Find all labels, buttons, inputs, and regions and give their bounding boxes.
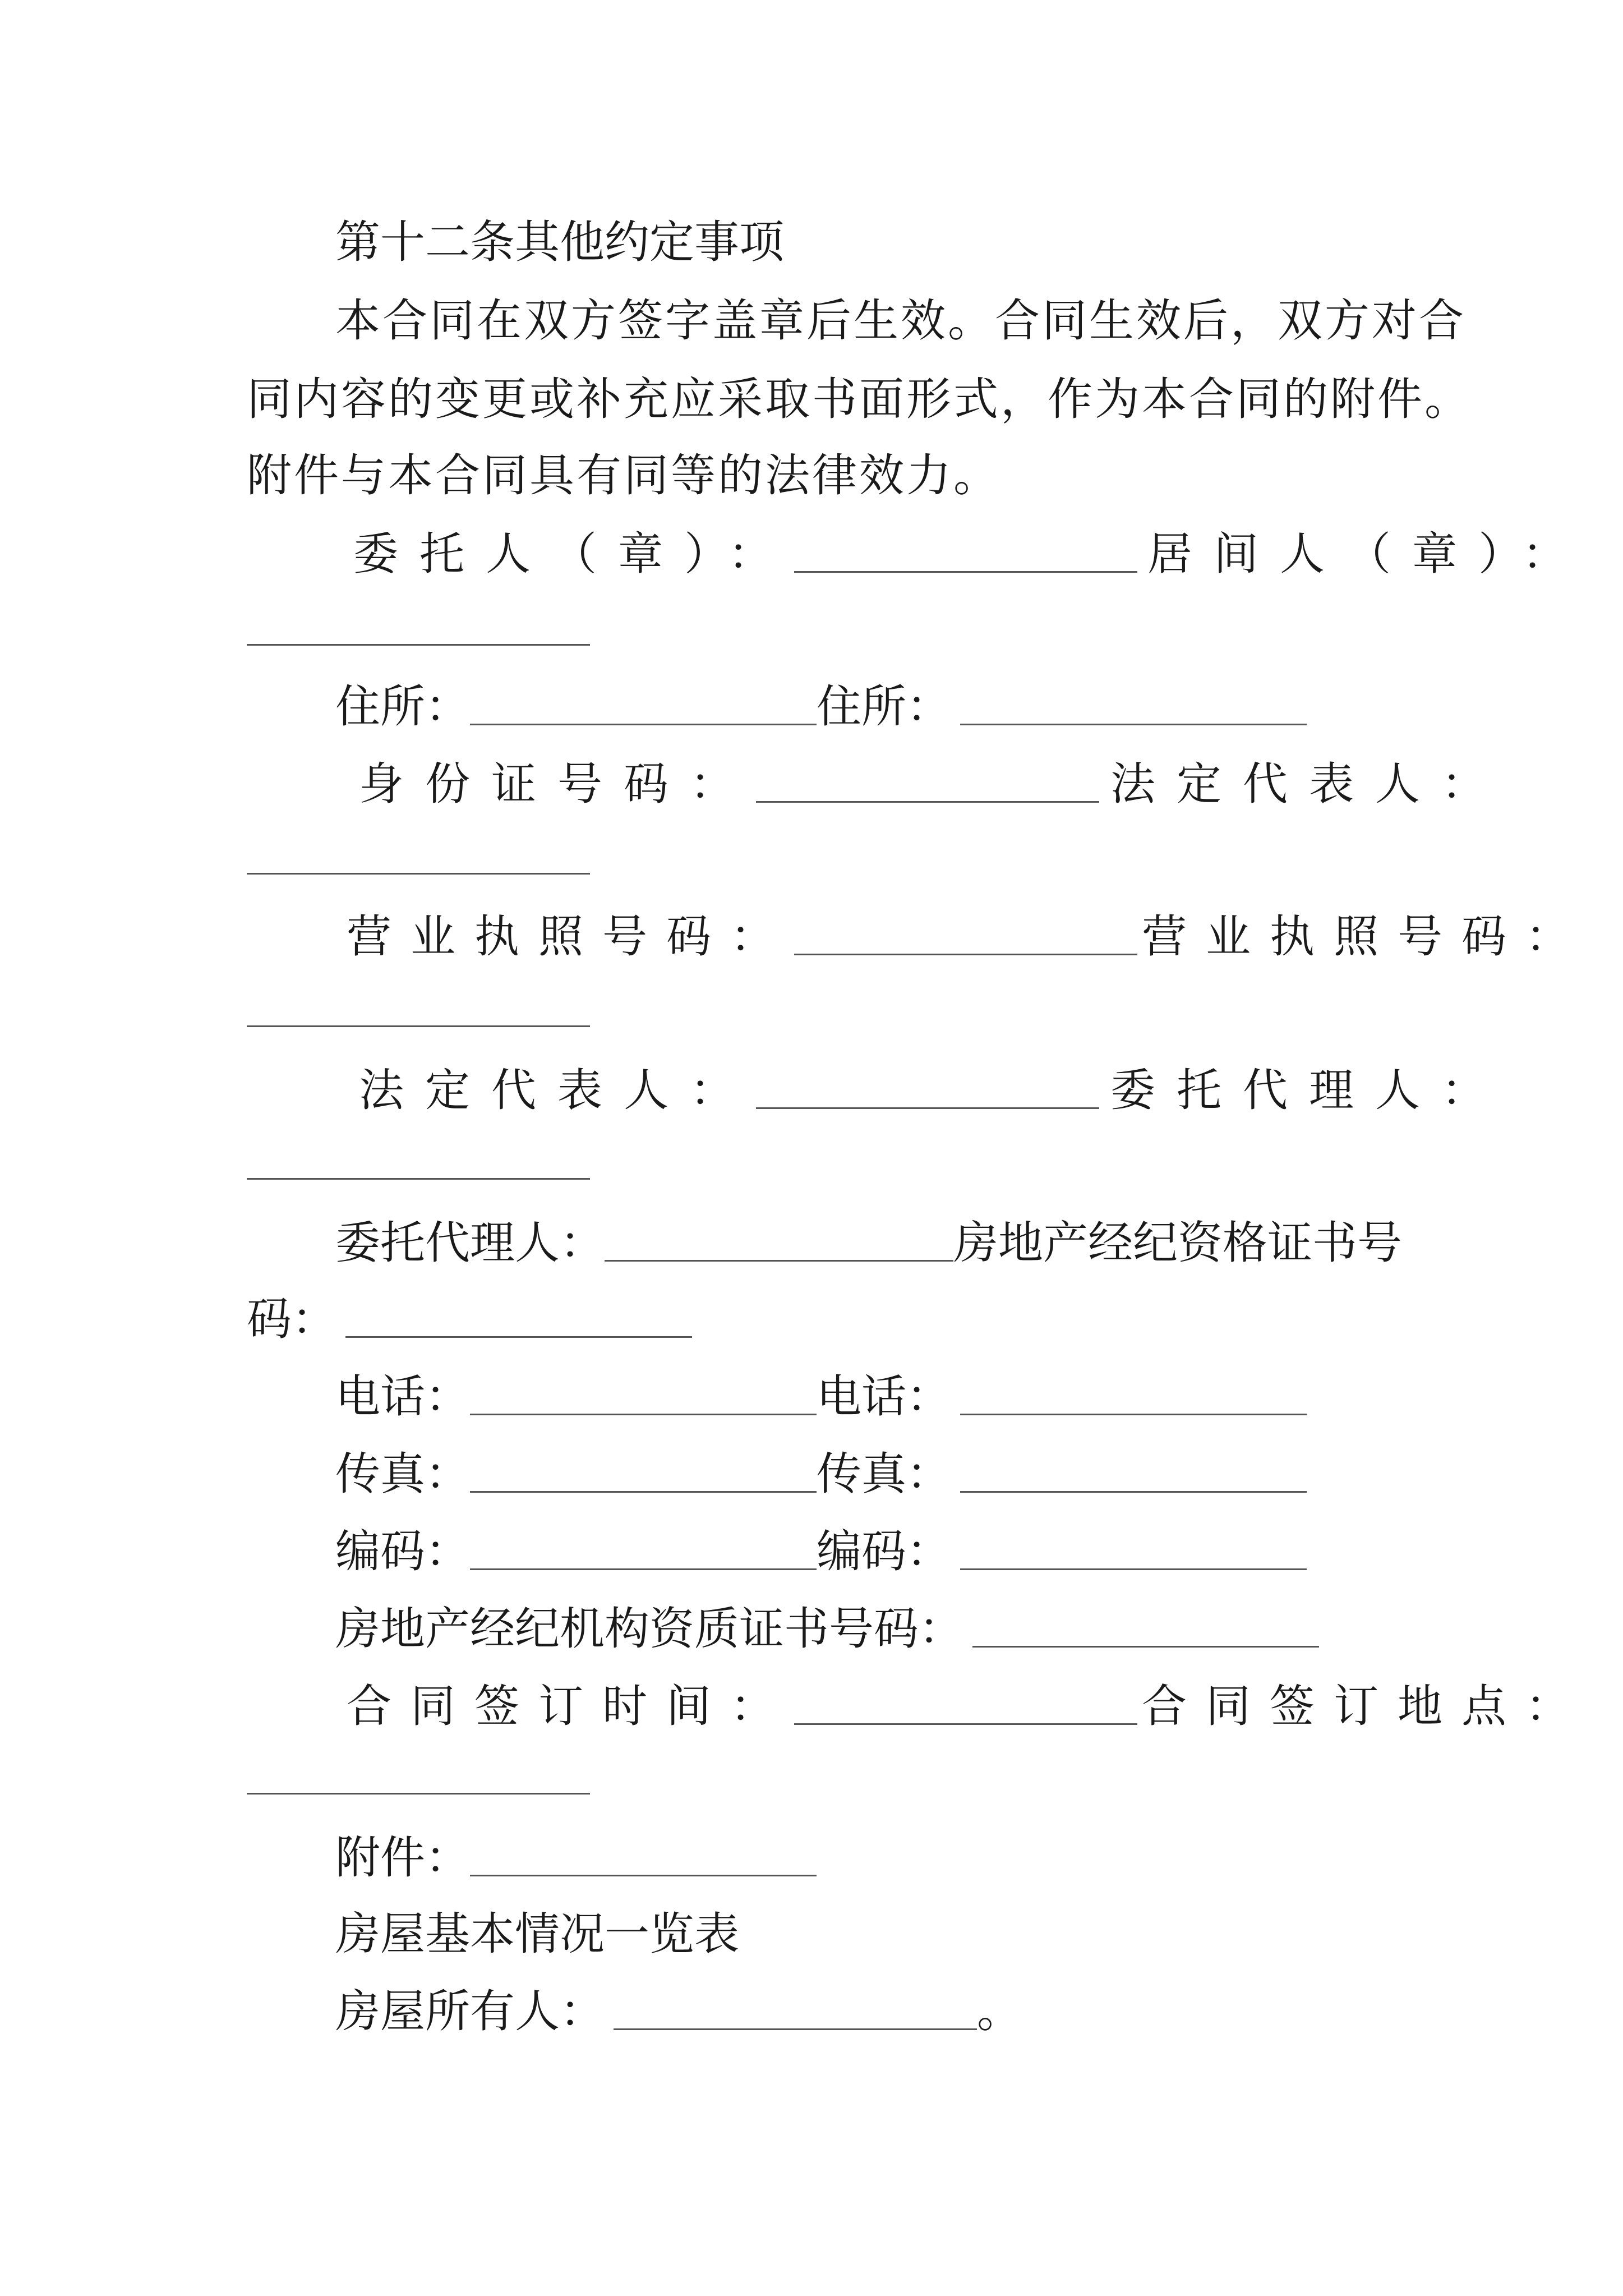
postcode-row bbox=[335, 1525, 1307, 1579]
agency-cert-blank[interactable] bbox=[972, 1602, 1319, 1648]
paragraph-line-2: 同内容的变更或补充应采取书面形式，作为本合同的附件。 bbox=[247, 373, 1472, 425]
agency-cert-row bbox=[335, 1602, 1319, 1656]
broker-cert-blank[interactable] bbox=[345, 1292, 692, 1338]
seal-row bbox=[353, 527, 1588, 581]
entrustor-agent-label: 委托代理人： bbox=[335, 1217, 605, 1269]
broker-phone-label: 电话： bbox=[817, 1370, 951, 1423]
attachment-label: 附件： bbox=[335, 1832, 470, 1884]
sign-place-label: 合同签订地点： bbox=[1142, 1680, 1589, 1732]
broker-license-blank[interactable] bbox=[247, 1025, 590, 1027]
section-heading: 第十二条其他约定事项 bbox=[335, 216, 784, 268]
broker-agent-label: 委托代理人： bbox=[1110, 1064, 1507, 1116]
entrustor-legal-rep-blank[interactable] bbox=[756, 1064, 1099, 1109]
license-row bbox=[347, 910, 1589, 964]
attachment-blank[interactable] bbox=[470, 1831, 817, 1876]
fax-row bbox=[335, 1447, 1307, 1501]
entrustor-fax-label: 传真： bbox=[335, 1448, 470, 1500]
legal-rep-row bbox=[359, 1064, 1507, 1117]
broker-cert-label-cont: 码： bbox=[247, 1293, 336, 1345]
entrustor-fax-blank[interactable] bbox=[470, 1447, 817, 1493]
broker-agent-blank[interactable] bbox=[247, 1178, 590, 1180]
paragraph-line-1: 本合同在双方签字盖章后生效。合同生效后，双方对合 bbox=[335, 295, 1466, 347]
entrustor-legal-rep-label: 法定代表人： bbox=[359, 1064, 756, 1116]
entrustor-postcode-blank[interactable] bbox=[470, 1525, 817, 1570]
agency-cert-label: 房地产经纪机构资质证书号码： bbox=[335, 1603, 963, 1655]
broker-address-blank[interactable] bbox=[960, 680, 1307, 725]
broker-phone-blank[interactable] bbox=[960, 1370, 1307, 1415]
broker-license-label: 营业执照号码： bbox=[1142, 910, 1589, 963]
house-owner-row bbox=[335, 1985, 1022, 2039]
broker-fax-blank[interactable] bbox=[960, 1447, 1307, 1493]
sign-time-label: 合同签订时间： bbox=[347, 1680, 794, 1732]
sign-place-blank[interactable] bbox=[247, 1793, 590, 1795]
sign-row bbox=[347, 1680, 1589, 1733]
id-number-label: 身份证号码： bbox=[359, 758, 756, 810]
broker-postcode-label: 编码： bbox=[817, 1525, 951, 1577]
broker-legal-rep-label: 法定代表人： bbox=[1110, 758, 1507, 810]
broker-seal-label: 居间人（章）： bbox=[1147, 528, 1588, 580]
broker-legal-rep-blank[interactable] bbox=[247, 873, 590, 875]
broker-seal-blank[interactable] bbox=[247, 644, 590, 646]
entrustor-phone-blank[interactable] bbox=[470, 1370, 817, 1415]
entrustor-agent-blank[interactable] bbox=[605, 1216, 953, 1262]
entrustor-address-label: 住所： bbox=[335, 680, 470, 733]
broker-address-label: 住所： bbox=[817, 680, 951, 733]
entrustor-phone-label: 电话： bbox=[335, 1370, 470, 1423]
agent-row bbox=[335, 1216, 1402, 1270]
house-owner-label: 房屋所有人： bbox=[335, 1985, 605, 2037]
house-table-title: 房屋基本情况一览表 bbox=[335, 1908, 739, 1960]
broker-fax-label: 传真： bbox=[817, 1448, 951, 1500]
paragraph-line-3: 附件与本合同具有同等的法律效力。 bbox=[247, 449, 1000, 501]
sign-time-blank[interactable] bbox=[794, 1680, 1137, 1725]
entrustor-license-label: 营业执照号码： bbox=[347, 910, 794, 963]
attachment-row bbox=[335, 1831, 817, 1885]
house-owner-blank[interactable] bbox=[614, 1985, 977, 2030]
id-row bbox=[359, 757, 1507, 811]
address-row bbox=[335, 680, 1307, 734]
broker-postcode-blank[interactable] bbox=[960, 1525, 1307, 1570]
entrustor-license-blank[interactable] bbox=[794, 910, 1137, 955]
entrustor-postcode-label: 编码： bbox=[335, 1525, 470, 1577]
entrustor-seal-label: 委托人（章）： bbox=[353, 528, 794, 580]
entrustor-address-blank[interactable] bbox=[470, 680, 817, 725]
phone-row bbox=[335, 1370, 1307, 1424]
house-owner-period: 。 bbox=[977, 1985, 1022, 2037]
id-number-blank[interactable] bbox=[756, 757, 1099, 803]
cert-row-cont bbox=[247, 1292, 692, 1346]
entrustor-seal-blank[interactable] bbox=[794, 527, 1137, 573]
broker-cert-label: 房地产经纪资格证书号 bbox=[953, 1217, 1402, 1269]
